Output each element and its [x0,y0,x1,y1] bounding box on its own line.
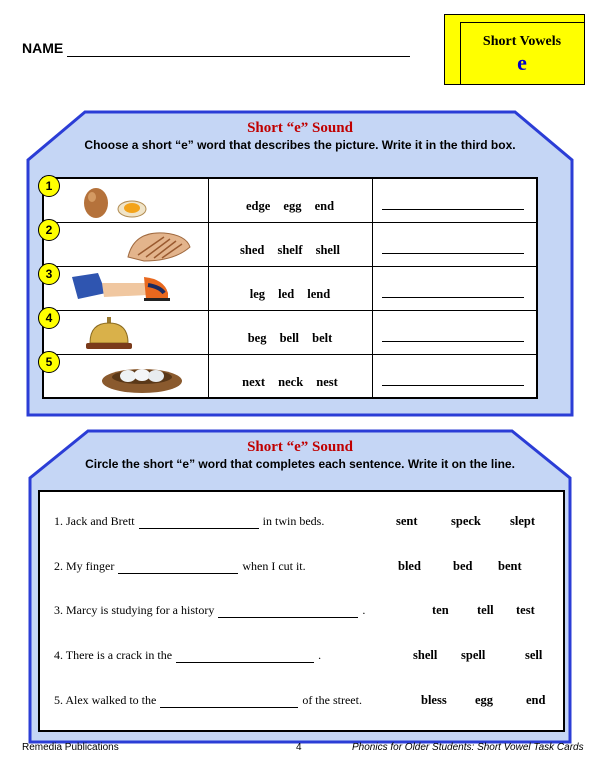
footer-page-number: 4 [296,742,302,753]
sentence-text: 1. Jack and Brett [54,514,135,528]
word-choice[interactable]: sent [396,514,418,528]
picture-word-table [42,177,538,399]
number-badge: 5 [38,351,60,373]
answer-blank[interactable] [118,573,238,574]
table-row [44,179,536,223]
word-choice[interactable]: sell [525,648,543,662]
sentence-text: . [318,648,322,662]
answer-blank[interactable] [176,662,314,663]
answer-line[interactable] [382,209,524,210]
badge-title: Short Vowels [482,34,562,49]
number-badge: 1 [38,175,60,197]
table-row [44,311,536,355]
bell-icon [84,315,134,351]
sentence-1 [54,514,324,529]
sentence-text: 5. Alex walked to the [54,693,157,707]
word-choice[interactable]: bless [421,693,447,707]
word-choice[interactable]: tell [477,603,494,617]
badge-letter: e [517,50,527,75]
eggs-icon [80,185,160,219]
word-choice[interactable]: bled [398,559,421,573]
card2-title: Short “e” Sound [247,439,353,455]
sentence-text: in twin beds. [262,514,325,528]
word-choice[interactable]: spell [461,648,486,662]
name-label: NAME [22,40,64,56]
seashell-icon [124,227,194,263]
answer-line[interactable] [382,341,524,342]
table-row [44,267,536,311]
number-badge: 4 [38,307,60,329]
footer-book-title: Phonics for Older Students: Short Vowel Task Cards [352,742,584,753]
word-choices: shed shelf shell [240,243,340,257]
word-choice[interactable]: speck [451,514,481,528]
answer-line[interactable] [382,297,524,298]
sentence-text: 3. Marcy is studying for a history [54,603,215,617]
word-choice[interactable]: bent [498,559,522,573]
nest-icon [100,359,184,395]
number-badge: 2 [38,219,60,241]
sentence-5 [54,693,362,708]
sentence-4 [54,648,321,663]
word-choice[interactable]: ten [432,603,449,617]
word-choice[interactable]: shell [413,648,438,662]
sentence-text: of the street. [302,693,362,707]
card1-instruction: Choose a short “e” word that describes the picture. Write it in the third box. [84,138,516,152]
word-choice[interactable]: egg [475,693,494,707]
answer-line[interactable] [382,253,524,254]
word-choices: next neck nest [242,375,338,389]
sentence-text: . [362,603,366,617]
footer-publisher: Remedia Publications [22,742,119,753]
word-choice[interactable]: end [526,693,546,707]
word-choices: edge egg end [245,199,335,213]
word-choice[interactable]: bed [453,559,473,573]
word-choices: leg led lend [249,287,331,301]
card2-instruction: Circle the short “e” word that completes each sentence. Write it on the line. [85,457,515,471]
leg-icon [68,271,172,307]
sentence-3 [54,603,365,618]
answer-line[interactable] [382,385,524,386]
sentence-text: 4. There is a crack in the [54,648,173,662]
answer-blank[interactable] [218,617,358,618]
answer-blank[interactable] [160,707,298,708]
table-row [44,223,536,267]
sentence-2 [54,559,306,574]
answer-blank[interactable] [139,528,259,529]
word-choice[interactable]: slept [510,514,535,528]
sentence-text: 2. My finger [54,559,115,573]
word-choice[interactable]: test [516,603,535,617]
number-badge: 3 [38,263,60,285]
sentence-text: when I cut it. [242,559,306,573]
table-row [44,355,536,399]
word-choices: beg bell belt [247,331,333,345]
card1-title: Short “e” Sound [247,120,353,136]
